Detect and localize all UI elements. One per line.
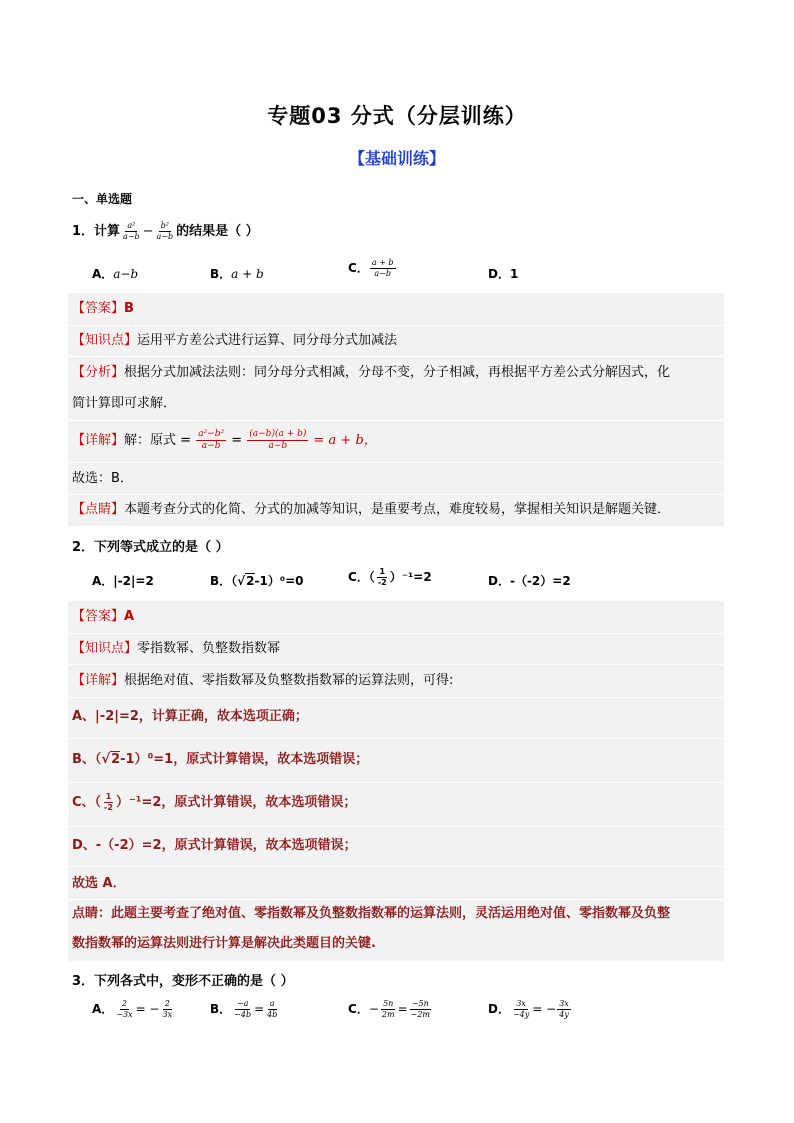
q1-answer: 【答案】B — [72, 301, 134, 316]
page-title: 专题03 分式（分层训练） — [267, 104, 527, 128]
question-2-stem: 2．下列等式成立的是（ ） — [72, 540, 229, 555]
q1-solution-panel — [68, 293, 724, 526]
q3-option-a: A． $\frac{2}{-3x}$ = − $\frac{2}{3x}$ — [92, 999, 173, 1019]
q1-detail: 【详解】解：原式 = $\frac{\text{a²−b²}}{a-b}$ = $\frac{(a-b)(a + b)}{a-b}$ = a + b， — [72, 429, 377, 451]
q2-option-d: D．-（-2）=2 — [488, 574, 571, 588]
q1-option-d: D．1 — [488, 267, 519, 281]
question-3-stem: 3．下列各式中，变形不正确的是（ ） — [72, 974, 294, 989]
q2-choose: 故选 A． — [72, 876, 126, 891]
q1-pointer: 【点睛】本题考查分式的化简、分式的加减等知识，是重要考点，难度较易，掌握相关知识是解题关键． — [72, 502, 671, 517]
q2-option-c: C．（ $\frac{1}{-2}$ ）⁻¹=2 — [348, 567, 432, 587]
q2-detail-b: B、（√2-1）⁰=1，原式计算错误，故本选项错误； — [72, 752, 369, 767]
q3-option-d: D． $\frac{3x}{-4y}$ = − $\frac{3x}{4y}$ — [488, 999, 569, 1019]
q2-detail-c: C、（ $\frac{1}{-2}$ ）⁻¹=2，原式计算错误，故本选项错误； — [72, 792, 357, 812]
q1-option-c: C． $\frac{a + b}{a-b}$ — [348, 258, 394, 278]
q1-analysis-line-2: 简计算即可求解． — [72, 396, 177, 411]
q2-option-a: A．|-2|=2 — [92, 574, 154, 588]
q2-knowledge-point: 【知识点】零指数幂、负整数指数幂 — [72, 641, 281, 656]
q2-solution-panel — [68, 601, 724, 961]
q2-detail-d: D、-（-2）=2，原式计算错误，故本选项错误； — [72, 838, 357, 853]
q2-detail: 【详解】根据绝对值、零指数幂及负整数指数幂的运算法则，可得: — [72, 673, 454, 688]
section-heading: 一、单选题 — [72, 192, 133, 206]
q1-fraction-2: $\frac{\text{b²}}{a-b}$ — [156, 221, 174, 241]
q3-option-b: B． $\frac{-a}{-4b}$ = $\frac{a}{4b}$ — [210, 999, 278, 1019]
q1-fraction-1: $\frac{\text{a²}}{a-b}$ — [123, 221, 140, 241]
question-1-stem: 1．计算 $\frac{\text{a²}}{a-b}$ − $\frac{\text{b²}}{a-b}$ 的结果是（ ） — [72, 221, 259, 241]
section-subtitle: 【基础训练】 — [348, 149, 445, 168]
q2-option-b: B．（√2-1）⁰=0 — [210, 574, 304, 588]
q2-answer: 【答案】A — [72, 609, 135, 624]
q1-option-b: B．a + b — [210, 267, 264, 281]
q1-knowledge-point: 【知识点】运用平方差公式进行运算、同分母分式加减法 — [72, 333, 398, 348]
q3-option-c: C．− $\frac{5n}{2m}$ = $\frac{-5n}{-2m}$ — [348, 999, 431, 1019]
q2-detail-a: A、|-2|=2，计算正确，故本选项正确； — [72, 709, 308, 724]
q1-analysis-line-1: 【分析】根据分式加减法法则：同分母分式相减，分母不变，分子相减，再根据平方差公式分解因式，化 — [72, 365, 671, 380]
q2-pointer-line-2: 数指数幂的运算法则进行计算是解决此类题目的关键. — [72, 936, 376, 951]
q1-option-a: A．a−b — [92, 267, 139, 281]
q1-choose: 故选：B． — [72, 471, 133, 486]
q2-pointer-line-1: 点睛：此题主要考查了绝对值、零指数幂及负整数指数幂的运算法则，灵活运用绝对值、零指数幂及负整 — [72, 906, 671, 921]
